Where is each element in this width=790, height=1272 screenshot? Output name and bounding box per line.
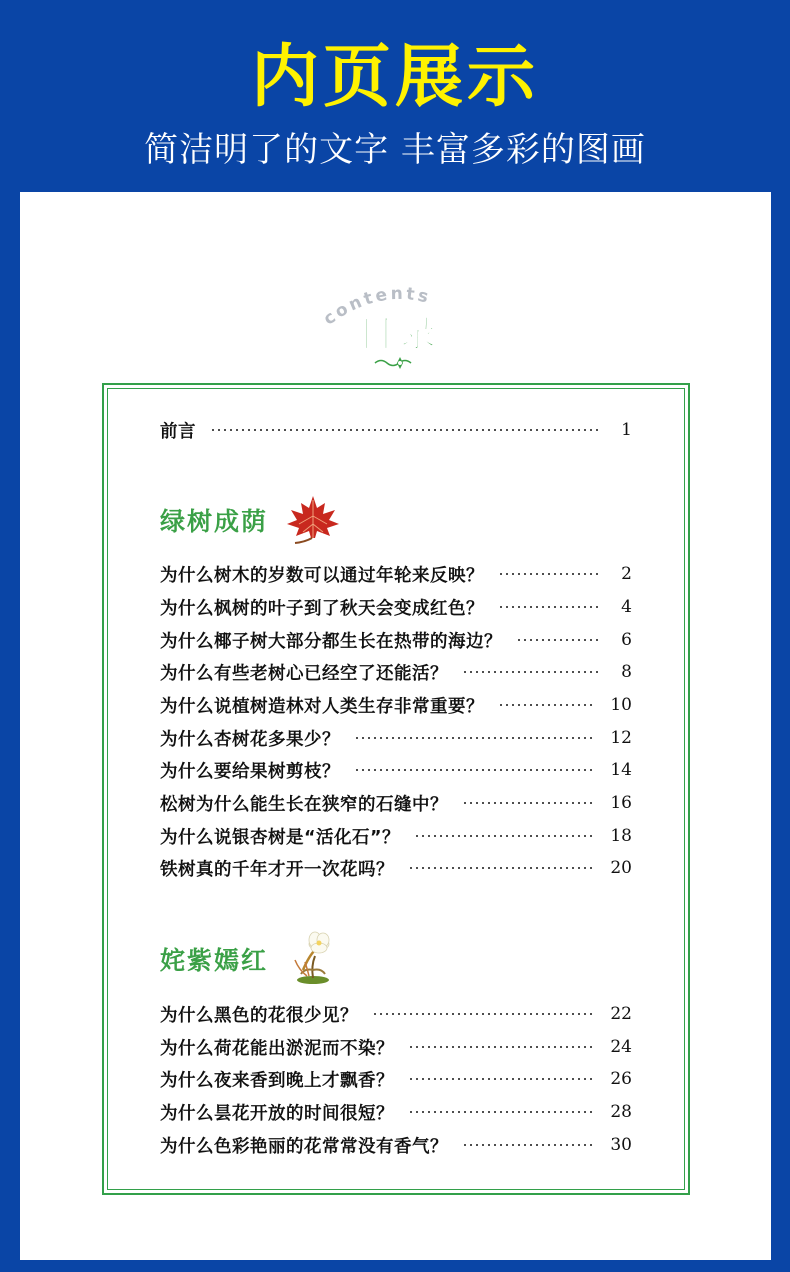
content-page: [20, 192, 771, 1260]
toc-row[interactable]: [160, 757, 632, 783]
toc-row[interactable]: [160, 1034, 632, 1060]
toc-item-title: 前言: [160, 421, 196, 442]
toc-row[interactable]: [160, 823, 632, 849]
toc-leader-dots: [498, 573, 598, 575]
contents-title: 目录: [357, 314, 443, 355]
toc-leader-dots: [462, 802, 596, 804]
toc-row[interactable]: [160, 561, 632, 587]
toc-row[interactable]: [160, 790, 632, 816]
toc-row[interactable]: [160, 855, 632, 881]
toc-item-page: 10: [610, 695, 632, 715]
section-heading-1: 绿树成荫: [160, 507, 269, 536]
toc-item-page: 4: [621, 597, 632, 617]
toc-leader-dots: [408, 1111, 596, 1113]
toc-row[interactable]: [160, 659, 632, 685]
section-heading-2: 姹紫嫣红: [160, 946, 269, 975]
toc-item-page: 12: [610, 728, 632, 748]
toc-item-page: 8: [621, 662, 632, 682]
contents-word-path: contents: [319, 283, 434, 330]
white-flower-icon: [285, 930, 341, 986]
toc-item-title: 为什么有些老树心已经空了还能活？: [160, 663, 448, 684]
toc-leader-dots: [354, 769, 596, 771]
toc-leader-dots: [462, 1144, 596, 1146]
toc-leader-dots: [516, 639, 598, 641]
toc-item-title: 为什么荷花能出淤泥而不染？: [160, 1038, 394, 1059]
toc-item-title: 为什么黑色的花很少见？: [160, 1005, 358, 1026]
toc-leader-dots: [372, 1013, 596, 1015]
toc-item-title: 为什么杏树花多果少？: [160, 729, 340, 750]
toc-item-title: 为什么说银杏树是“活化石”？: [160, 827, 401, 848]
toc-leader-dots: [462, 671, 598, 673]
toc-row[interactable]: [160, 692, 632, 718]
toc-row[interactable]: [160, 594, 632, 620]
toc-item-title: 为什么说植树造林对人类生存非常重要？: [160, 696, 484, 717]
toc-item-page: 2: [621, 564, 632, 584]
contents-logo: [315, 276, 485, 376]
toc-row[interactable]: [160, 1132, 632, 1158]
toc-item-title: 为什么夜来香到晚上才飘香？: [160, 1070, 394, 1091]
toc-item-title: 铁树真的千年才开一次花吗？: [160, 859, 394, 880]
toc-item-title: 为什么枫树的叶子到了秋天会变成红色？: [160, 598, 484, 619]
toc-leader-dots: [354, 737, 596, 739]
toc-item-page: 22: [610, 1004, 632, 1024]
toc-item-page: 14: [610, 760, 632, 780]
banner-title: 内页展示: [250, 38, 539, 117]
toc-row[interactable]: [160, 725, 632, 751]
toc-item-page: 28: [610, 1102, 632, 1122]
toc-leader-dots: [498, 704, 596, 706]
toc-item-page: 24: [610, 1037, 632, 1057]
toc-item-page: 6: [621, 630, 632, 650]
toc-row-preface[interactable]: [160, 417, 632, 443]
toc-item-page: 1: [621, 420, 632, 440]
toc-row[interactable]: [160, 1066, 632, 1092]
toc-row[interactable]: [160, 1001, 632, 1027]
banner-subtitle: 简洁明了的文字 丰富多彩的图画: [144, 130, 646, 170]
banner: [0, 0, 790, 192]
toc-item-title: 松树为什么能生长在狭窄的石缝中？: [160, 794, 448, 815]
toc-item-page: 18: [610, 826, 632, 846]
toc-leader-dots: [498, 606, 598, 608]
toc-item-page: 26: [610, 1069, 632, 1089]
toc-item-page: 16: [610, 793, 632, 813]
toc-item-title: 为什么色彩艳丽的花常常没有香气？: [160, 1136, 448, 1157]
toc-item-title: 为什么要给果树剪枝？: [160, 761, 340, 782]
toc-leader-dots: [408, 1046, 596, 1048]
maple-leaf-icon: [285, 494, 341, 544]
toc-item-title: 为什么昙花开放的时间很短？: [160, 1103, 394, 1124]
toc-item-page: 30: [610, 1135, 632, 1155]
toc-item-title: 为什么椰子树大部分都生长在热带的海边？: [160, 631, 502, 652]
toc-row[interactable]: [160, 627, 632, 653]
toc-item-page: 20: [610, 858, 632, 878]
toc-row[interactable]: [160, 1099, 632, 1125]
toc-item-title: 为什么树木的岁数可以通过年轮来反映？: [160, 565, 484, 586]
toc-leader-dots: [210, 429, 598, 431]
toc-leader-dots: [408, 867, 596, 869]
toc-leader-dots: [408, 1078, 596, 1080]
toc-leader-dots: [414, 835, 596, 837]
